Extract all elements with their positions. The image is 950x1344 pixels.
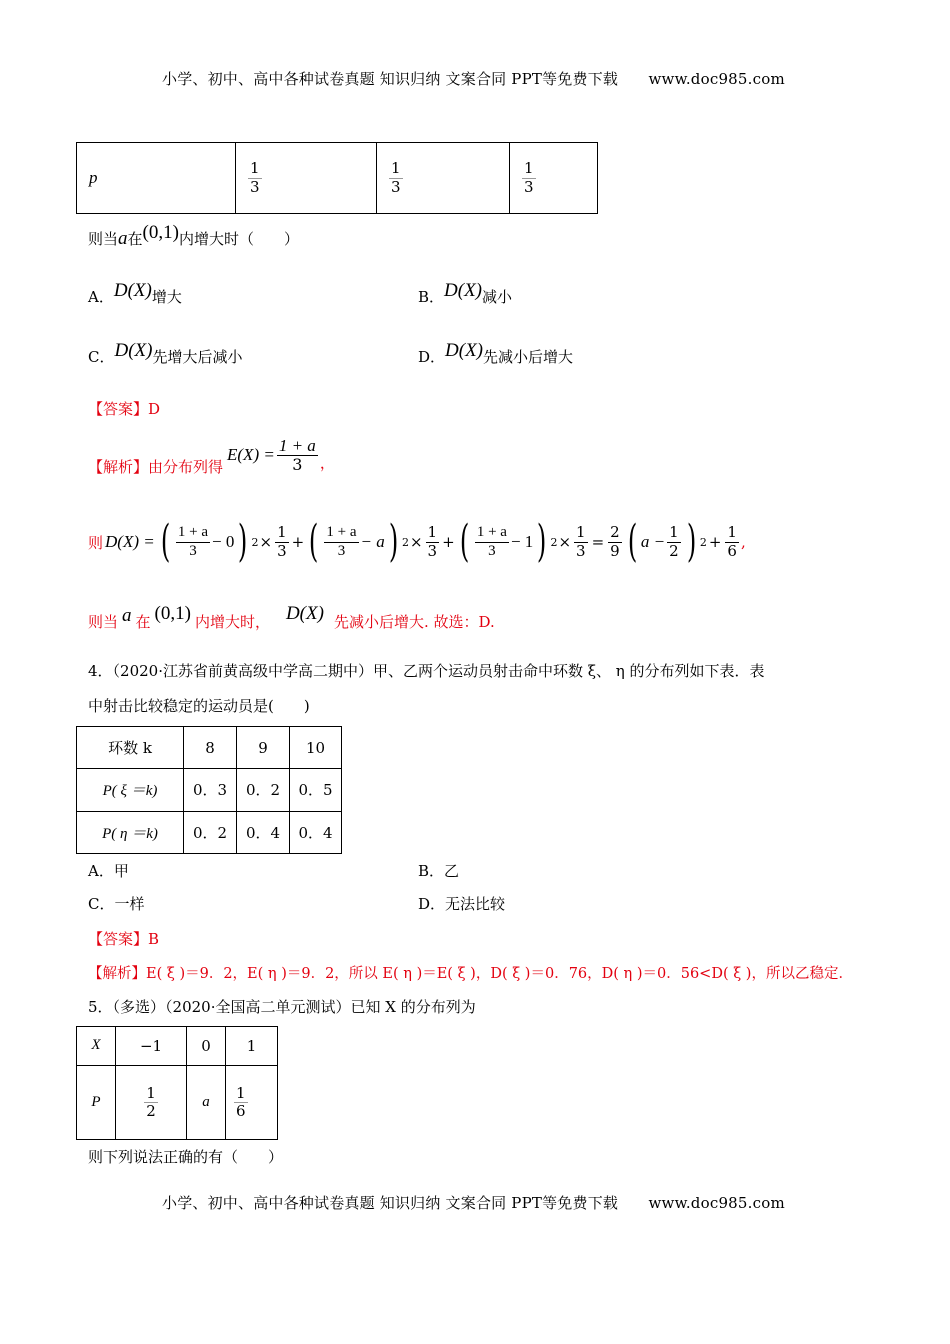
table-row [77,727,342,769]
table-cell: P( η ＝k) [77,811,184,853]
q4-stem-line2: 中射击比较稳定的运动员是( ) [88,697,310,715]
table-cell: 0．4 [290,811,342,853]
q3-analysis-ex: 【解析】由分布列得 E(X) = $\frac{1 + a}{3}$ ， [88,435,335,476]
table-row [77,1027,278,1066]
table-cell: 10 [290,727,342,769]
q4-option-d: D．无法比较 [418,895,506,913]
q3-conclusion: 则当 a 在 (0,1) 内增大时， D(X) 先减小后增大. 故选：D. [88,603,495,631]
table-cell: 0．2 [184,811,237,853]
table-cell [377,143,510,214]
table-cell: 9 [237,727,290,769]
table-cell [226,1065,278,1139]
q5-distribution-table [76,1026,278,1140]
q5-stem: 5．（多选）（2020·全国高二单元测试）已知 X 的分布列为 [88,998,476,1016]
table-cell: −1 [116,1027,187,1066]
fraction: $\frac{1}{3}$ [576,523,586,560]
table-row [77,811,342,853]
q4-stem-line1: 4．（2020·江苏省前黄高级中学高二期中）甲、乙两个运动员射击命中环数 ξ、 η 的分布列如下表．表 [88,662,765,680]
q3-stem: 则当a在(0,1)内增大时（ ） [88,222,299,249]
table-cell: X [77,1027,116,1066]
fraction: $\frac{1}{3}$ [250,159,260,196]
q3-option-d: D．D(X)先减小后增大 [418,340,574,366]
table-cell: p [77,143,236,214]
q3-option-a: A．D(X)增大 [88,280,182,306]
fraction: $\frac{1}{6}$ [727,523,737,560]
table-cell: 0．3 [184,769,237,811]
table-cell [236,143,377,214]
fraction: 1 + a 3 [476,524,507,559]
table-cell: a [187,1065,226,1139]
fraction: $\frac{1 + a}{3}$ [278,435,316,475]
table-row [77,769,342,811]
page-header: 小学、初中、高中各种试卷真题 知识归纳 文案合同 PPT等免费下载 www.doc985.com [162,70,785,88]
table-cell: 0 [187,1027,226,1066]
table-cell: 8 [184,727,237,769]
fraction: $\frac{1}{3}$ [524,159,534,196]
q4-option-b: B．乙 [418,862,460,880]
table-row [77,1065,278,1139]
fraction: $\frac{1}{6}$ [236,1083,246,1120]
q3-answer: 【答案】D [88,400,161,418]
q4-distribution-table [76,726,342,854]
page-footer: 小学、初中、高中各种试卷真题 知识归纳 文案合同 PPT等免费下载 www.doc985.com [162,1194,785,1212]
fraction: $\frac{1}{2}$ [146,1083,156,1120]
q5-tail: 则下列说法正确的有（ ） [88,1148,284,1166]
table-cell: 0．2 [237,769,290,811]
q4-answer: 【答案】B [88,930,160,948]
table-cell: P [77,1065,116,1139]
table-cell: 0．4 [237,811,290,853]
q4-option-a: A．甲 [88,862,129,880]
table-cell: 环数 k [77,727,184,769]
table-cell: 1 [226,1027,278,1066]
q4-analysis: 【解析】E( ξ )＝9．2，E( η )＝9．2，所以 E( η )＝E( ξ )，D( ξ )＝0．76，D( η )＝0．56<D( ξ )，所以乙稳定． [88,966,853,982]
fraction: 1 + a 3 [326,524,357,559]
q3-distribution-table [76,142,598,214]
table-cell: 0．5 [290,769,342,811]
q3-option-c: C．D(X)先增大后减小 [88,340,243,366]
q3-dx-formula: 则 D(X) = ( 1 + a 3 − 0 ) 2 × $\frac{1}{3}$ + ( 1 + a 3 − a ) 2 × $\frac{1}{3}$ + ( 1 + a 3 − 1 ) 2 × $\frac{1}{3}$ = $\frac{2}{9}$ ( a − $\frac{1}{2}$ ) 2 + $\frac{1}{6}$ , [88,516,746,567]
q4-option-c: C．一样 [88,895,145,913]
q3-option-b: B．D(X)减小 [418,280,513,306]
table-cell: P( ξ ＝k) [77,769,184,811]
table-cell [510,143,598,214]
fraction: $\frac{2}{9}$ [610,523,620,560]
fraction: $\frac{1}{3}$ [427,523,438,560]
fraction: $\frac{1}{3}$ [391,159,401,196]
fraction: 1 + a 3 [177,524,209,559]
fraction: $\frac{1}{3}$ [277,523,287,560]
table-cell [116,1065,187,1139]
fraction: $\frac{1}{2}$ [669,523,679,560]
